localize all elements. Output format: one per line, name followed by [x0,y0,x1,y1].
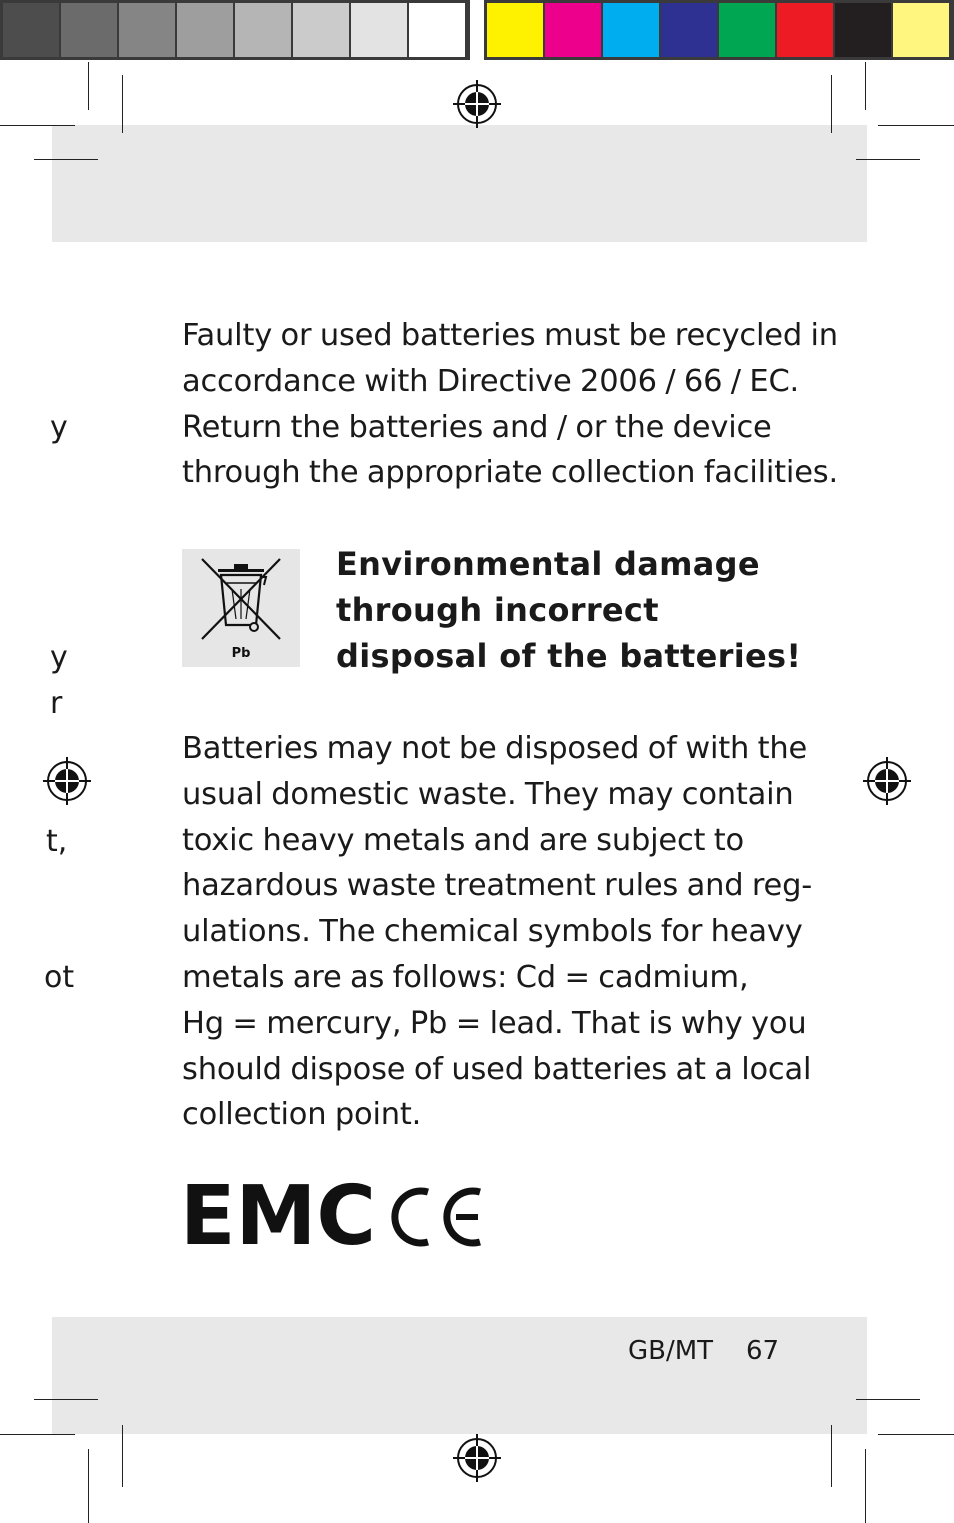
body-line: Hg = mercury, Pb = lead. That is why you [182,1005,807,1041]
calibration-swatch [603,3,659,57]
crop-mark [831,1425,832,1487]
crop-mark [122,75,123,133]
intro-line: through the appropriate collection facilities. [182,455,838,491]
crop-mark [88,1449,89,1523]
body-line: toxic heavy metals and are subject to [182,822,744,858]
crop-mark [0,1434,75,1435]
calibration-swatch [235,3,291,57]
crossed-out-wheelie-bin-icon [182,549,300,667]
crop-mark [122,1425,123,1487]
calibration-swatch [409,3,465,57]
color-swatches [486,0,950,60]
warning-heading [336,541,802,679]
crop-mark [865,1449,866,1523]
crop-mark [856,1399,920,1400]
calibration-swatch [61,3,117,57]
crop-mark [865,62,866,110]
calibration-swatch [893,3,949,57]
calibration-swatch [293,3,349,57]
body-line: should dispose of used batteries at a local [182,1051,812,1087]
intro-line: accordance with Directive 2006 / 66 / EC. [182,363,800,399]
pb-label: Pb [231,646,251,661]
footer-locale: GB/MT [628,1336,714,1366]
calibration-swatch [835,3,891,57]
registration-mark-icon [453,1434,501,1482]
calibration-swatch [777,3,833,57]
margin-fragment: ot [44,960,75,995]
calibration-swatch [661,3,717,57]
body-line: hazardous waste treatment rules and reg- [182,868,813,904]
intro-paragraph [182,313,838,496]
crop-mark [34,159,98,160]
body-line: metals are as follows: Cd = cadmium, [182,959,749,995]
crop-mark [878,125,954,126]
margin-fragment: y [50,410,68,445]
warning-line: disposal of the batteries! [336,637,802,675]
intro-line: Return the batteries and / or the device [182,409,772,445]
registration-mark-icon [863,757,911,805]
warning-line: Environmental damage [336,545,760,583]
crop-mark [878,1434,954,1435]
footer-band [52,1317,867,1434]
calibration-swatch [351,3,407,57]
emc-ce-marks [180,1180,490,1250]
emc-mark: EMC [180,1180,376,1250]
calibration-swatch [719,3,775,57]
crop-mark [88,62,89,110]
calibration-swatch [487,3,543,57]
margin-fragment: t, [46,824,68,859]
body-line: usual domestic waste. They may contain [182,776,794,812]
margin-fragment: y [50,640,68,675]
intro-line: Faulty or used batteries must be recycled in [182,318,838,353]
crop-mark [831,75,832,133]
body-line: collection point. [182,1097,422,1133]
registration-mark-icon [43,757,91,805]
margin-fragment: r [50,686,63,721]
crop-mark [856,159,920,160]
warning-line: through incorrect [336,591,659,629]
body-paragraph [182,726,813,1138]
calibration-swatch [119,3,175,57]
body-line: Batteries may not be disposed of with the [182,731,808,766]
crop-mark [0,125,75,126]
registration-mark-icon [453,80,501,128]
calibration-swatch [545,3,601,57]
calibration-swatch [3,3,59,57]
crop-mark [34,1399,98,1400]
calibration-swatch [177,3,233,57]
header-band [52,125,867,242]
grayscale-swatches [2,0,466,60]
page-number: 67 [746,1336,780,1366]
ce-mark-icon [395,1191,480,1243]
body-line: ulations. The chemical symbols for heavy [182,914,803,950]
